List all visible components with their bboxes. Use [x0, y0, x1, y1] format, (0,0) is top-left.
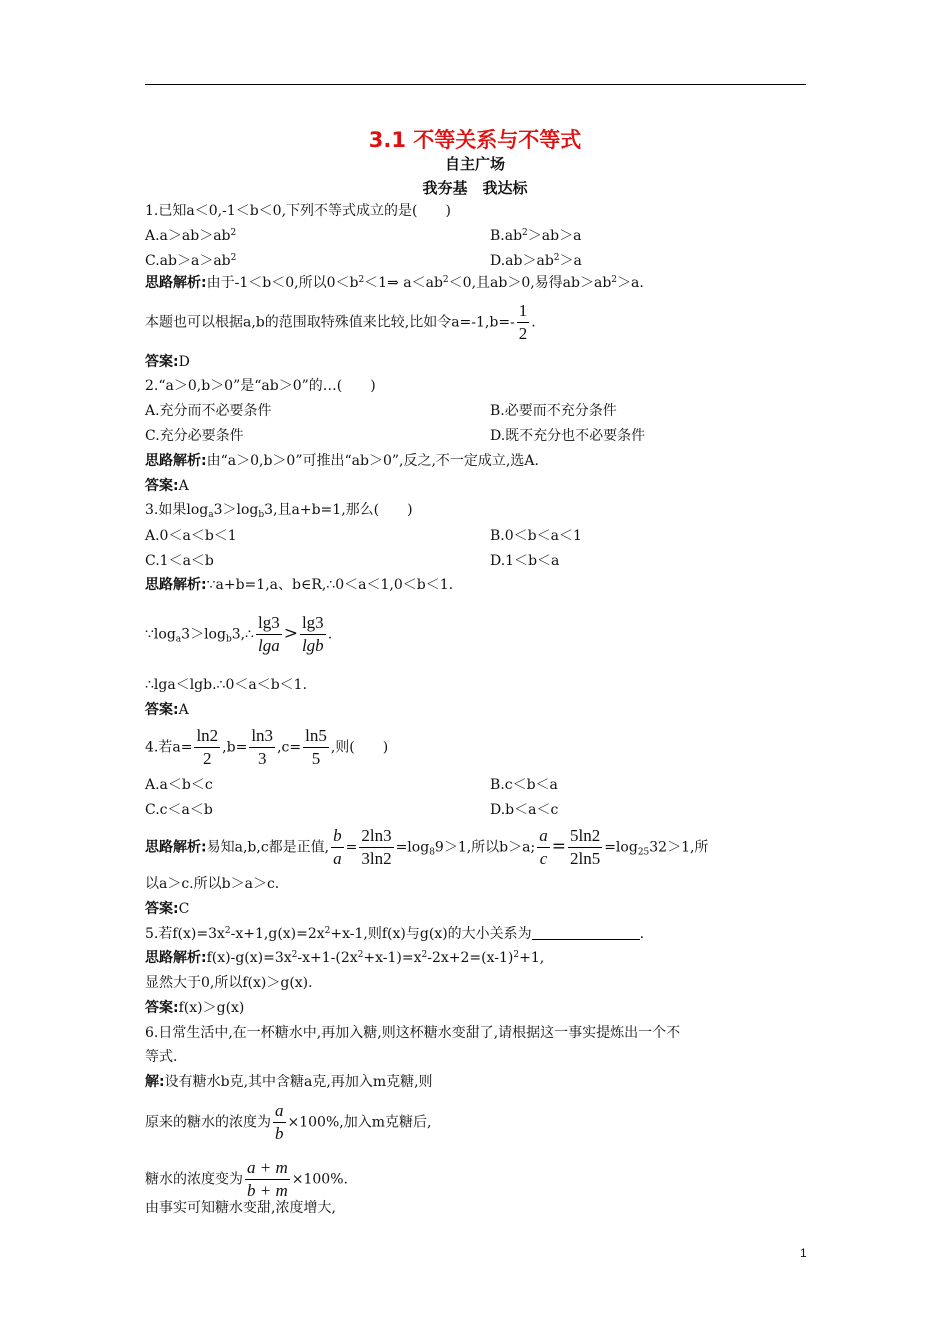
fraction-2ln3-3ln2: $\frac{2\ln 3}{3\ln 2}$	[361, 826, 392, 868]
q3-answer: 答案:A	[145, 702, 189, 718]
fraction-ln3-3: $\frac{\ln 3}{3}$	[251, 726, 274, 768]
fraction-a-plus-m-over-b-plus-m: $\frac{a + m}{b + m}$	[247, 1158, 288, 1200]
fraction-ln5-5: $\frac{\ln 5}{5}$	[305, 726, 327, 768]
q6-solution: 解:设有糖水b克,其中含糖a克,再加入m克糖,则	[145, 1074, 433, 1090]
q2-stem: 2.“a＞0,b＞0”是“ab＞0”的…( )	[145, 378, 376, 394]
q4-analysis: 思路解析:易知a,b,c都是正值, $\frac{b}{a}$ = $\frac{2\ln 3}{3\ln 2}$ $=\log_89>1$,所以b＞a; $\frac{a}{c}$ = $\frac{5\ln 2}{2\ln 5}$ $=\log_{25}32>1$,所	[145, 826, 709, 868]
q1-option-d: $D.ab>ab^2>a$	[490, 253, 582, 269]
q6-stem-cont: 等式.	[145, 1049, 178, 1065]
q3-option-d: D.1＜b＜a	[490, 553, 560, 569]
q4-analysis-cont: 以a＞c.所以b＞a＞c.	[145, 876, 280, 892]
q6-solution-line2: 原来的糖水的浓度为 $\frac{a}{b}$ ×100%,加入m克糖后,	[145, 1101, 432, 1143]
section-title: 自主广场	[444, 155, 505, 173]
fraction-ln2-2: $\frac{\ln 2}{2}$	[196, 726, 219, 768]
q4-option-b: B.c＜b＜a	[490, 777, 558, 793]
q1-option-b: $B.ab^2>ab>a$	[490, 228, 582, 244]
q2-option-a: A.充分而不必要条件	[145, 403, 272, 419]
fraction-a-b: $\frac{a}{b}$	[275, 1101, 284, 1143]
header-rule	[145, 84, 806, 85]
fraction-b-a: $\frac{b}{a}$	[333, 826, 342, 868]
q5-analysis: 思路解析$:f(x)-g(x)=3x^2-x+1-(2x^2+x-1)=x^2-2x+2=(x-1)^2+1$,	[145, 950, 545, 966]
answer-blank	[532, 925, 640, 940]
q3-conclusion: ∴lga＜lgb.∴0＜a＜b＜1.	[145, 677, 308, 693]
fraction-one-half: $\frac{1}{2}$	[518, 301, 528, 343]
q4-stem: 4.若a= $\frac{\ln 2}{2}$ ,b= $\frac{\ln 3}{3}$ ,c= $\frac{\ln 5}{5}$ ,则( )	[145, 726, 389, 768]
q1-stem: 1.已知a＜0,-1＜b＜0,下列不等式成立的是( )	[145, 203, 451, 219]
q6-stem: 6.日常生活中,在一杯糖水中,再加入糖,则这杯糖水变甜了,请根据这一事实提炼出一个不	[145, 1025, 681, 1041]
fraction-5ln2-2ln5: $\frac{5\ln 2}{2\ln 5}$	[569, 826, 601, 868]
q3-option-c: C.1＜a＜b	[145, 553, 214, 569]
q5-stem: 5.若$f(x)=3x^2-x+1,g(x)=2x^2+x-1$,则f(x)与g(x)的大小关系为 .	[145, 926, 645, 942]
q2-option-d: D.既不充分也不必要条件	[490, 428, 646, 444]
q6-solution-line3: 糖水的浓度变为 $\frac{a + m}{b + m}$ ×100%.	[145, 1158, 348, 1200]
q2-analysis: 思路解析:由“a＞0,b＞0”可推出“ab＞0”,反之,不一定成立,选A.	[145, 453, 539, 469]
q1-option-c: $C.ab>a>ab^2$	[145, 253, 237, 269]
q2-answer: 答案:A	[145, 478, 189, 494]
q4-answer: 答案:C	[145, 901, 190, 917]
q3-derivation: $\because\log_a3>\log_b3,\therefore$ $\frac{\lg 3}{\lg a}$ > $\frac{\lg 3}{\lg b}$ .	[145, 613, 333, 655]
q3-option-b: B.0＜b＜a＜1	[490, 528, 582, 544]
page-number: 1	[800, 1246, 807, 1260]
q1-analysis: 思路解析:由于-1＜b＜0,所以$0<b^2<1\Rightarrow$ $a<ab^2<0$,且ab＞0,易得$ab>ab^2>a$.	[145, 275, 644, 291]
fraction-lg3-lga: $\frac{\lg 3}{\lg a}$	[257, 613, 280, 655]
q2-option-c: C.充分必要条件	[145, 428, 244, 444]
q5-answer: 答案:f(x)＞g(x)	[145, 1000, 245, 1016]
q4-option-c: C.c＜a＜b	[145, 802, 213, 818]
page-title: 3.1 不等关系与不等式	[368, 128, 582, 152]
q4-option-d: D.b＜a＜c	[490, 802, 559, 818]
q3-option-a: A.0＜a＜b＜1	[145, 528, 237, 544]
q5-analysis-cont: 显然大于0,所以f(x)＞g(x).	[145, 975, 313, 991]
q1-option-a: $A.a>ab>ab^2$	[145, 228, 237, 244]
subsection-title: 我夯基 我达标	[422, 179, 528, 197]
q3-analysis: 思路解析:∵a+b=1,a、b∈R,∴0＜a＜1,0＜b＜1.	[145, 577, 454, 593]
q1-extra: 本题也可以根据a,b的范围取特殊值来比较,比如令a=-1,b=- $\frac{1}{2}$ .	[145, 301, 536, 343]
q2-option-b: B.必要而不充分条件	[490, 403, 617, 419]
q4-option-a: A.a＜b＜c	[145, 777, 213, 793]
q6-solution-line4: 由事实可知糖水变甜,浓度增大,	[145, 1200, 336, 1216]
fraction-lg3-lgb: $\frac{\lg 3}{\lg b}$	[301, 613, 324, 655]
q1-answer: 答案:D	[145, 354, 190, 370]
q3-stem: 3.如果$\log_a3>\log_b3$,且a+b=1,那么( )	[145, 502, 413, 520]
fraction-a-c: $\frac{a}{c}$	[539, 826, 548, 868]
